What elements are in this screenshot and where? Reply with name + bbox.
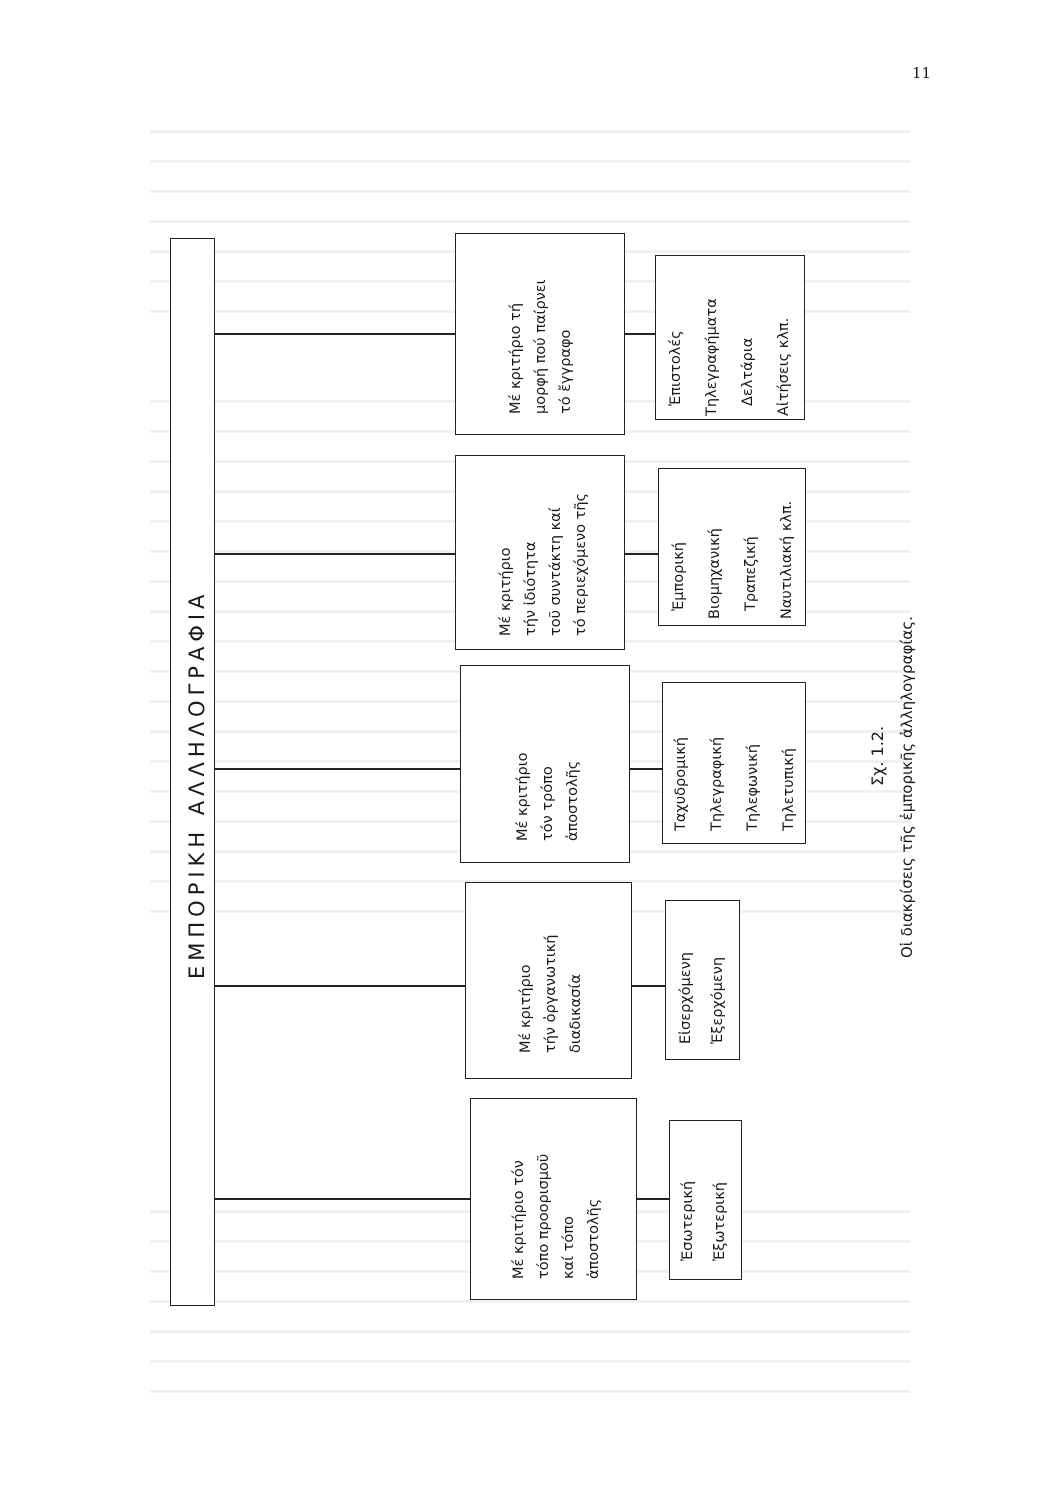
connector <box>632 985 665 987</box>
category-text: Ἐμπορική <box>671 542 687 611</box>
category-text: Ἐξωτερική <box>712 1182 728 1261</box>
category-box <box>669 1120 742 1280</box>
criterion-box <box>460 665 630 863</box>
category-text: Αἰτήσεις κλπ. <box>776 317 792 416</box>
criterion-text: μορφή πού παίρνει <box>533 279 549 414</box>
category-text: Ἐσωτερική <box>680 1180 696 1261</box>
category-box <box>662 682 806 844</box>
connector <box>215 553 455 555</box>
criterion-text: τήν ἰδιότητα <box>523 541 539 636</box>
category-box <box>665 900 740 1060</box>
category-box <box>658 468 806 626</box>
figure-label: Σχ. 1.2. <box>868 725 887 786</box>
category-text: Εἰσερχόμενη <box>678 952 694 1044</box>
category-text: Ἐξερχόμενη <box>710 956 726 1044</box>
criterion-text: Μέ κριτήριο <box>515 752 531 841</box>
title-box <box>170 238 215 1306</box>
category-text: Ταχυδρομική <box>673 737 689 831</box>
connector <box>215 1198 470 1200</box>
criterion-text: τό περιεχόμενο τῆς <box>573 492 589 636</box>
category-box <box>655 255 805 420</box>
criterion-text: καί τόπο <box>561 1216 577 1279</box>
criterion-text: τήν ὀργανωτική <box>543 934 559 1053</box>
category-text: Τραπεζική <box>743 536 759 611</box>
connector <box>630 768 662 770</box>
criterion-text: Μέ κριτήριο <box>518 964 534 1053</box>
criterion-text: ἀποστολῆς <box>565 760 581 841</box>
category-text: Δελτάρια <box>740 337 756 406</box>
connector <box>625 553 658 555</box>
criterion-box <box>455 455 625 650</box>
connector <box>215 985 465 987</box>
category-text: Τηλετυπική <box>781 748 797 831</box>
connector <box>637 1198 669 1200</box>
connector <box>215 333 455 335</box>
category-text: Ναυτιλιακή κλπ. <box>779 500 795 619</box>
figure-caption: Οἱ διακρίσεις τῆς ἐμπορικῆς ἀλληλογραφίας. <box>898 616 916 958</box>
criterion-text: διαδικασία <box>568 974 584 1053</box>
criterion-box <box>465 882 632 1079</box>
connector <box>215 768 460 770</box>
criterion-box <box>455 233 625 435</box>
category-text: Τηλεφωνική <box>745 744 761 831</box>
criterion-box <box>470 1098 637 1300</box>
diagram-title: ΕΜΠΟΡΙΚΗ ΑΛΛΗΛΟΓΡΑΦΙΑ <box>185 589 209 979</box>
page-number: 11 <box>912 64 932 82</box>
criterion-text: τόν τρόπο <box>540 766 556 841</box>
connector <box>625 333 655 335</box>
criterion-text: Μέ κριτήριο <box>498 547 514 636</box>
category-text: Βιομηχανική <box>707 528 723 619</box>
criterion-text: τοῦ συντάκτη καί <box>548 507 564 636</box>
category-text: Τηλεγραφήματα <box>704 298 720 416</box>
criterion-text: τό ἔγγραφο <box>558 329 574 414</box>
criterion-text: ἀποστολῆς <box>586 1198 602 1279</box>
category-text: Τηλεγραφική <box>709 736 725 831</box>
criterion-text: Μέ κριτήριο τόν <box>511 1160 527 1279</box>
criterion-text: Μέ κριτήριο τή <box>508 302 524 414</box>
category-text: Ἐπιστολές <box>668 330 684 406</box>
criterion-text: τόπο προορισμοῦ <box>536 1153 552 1279</box>
